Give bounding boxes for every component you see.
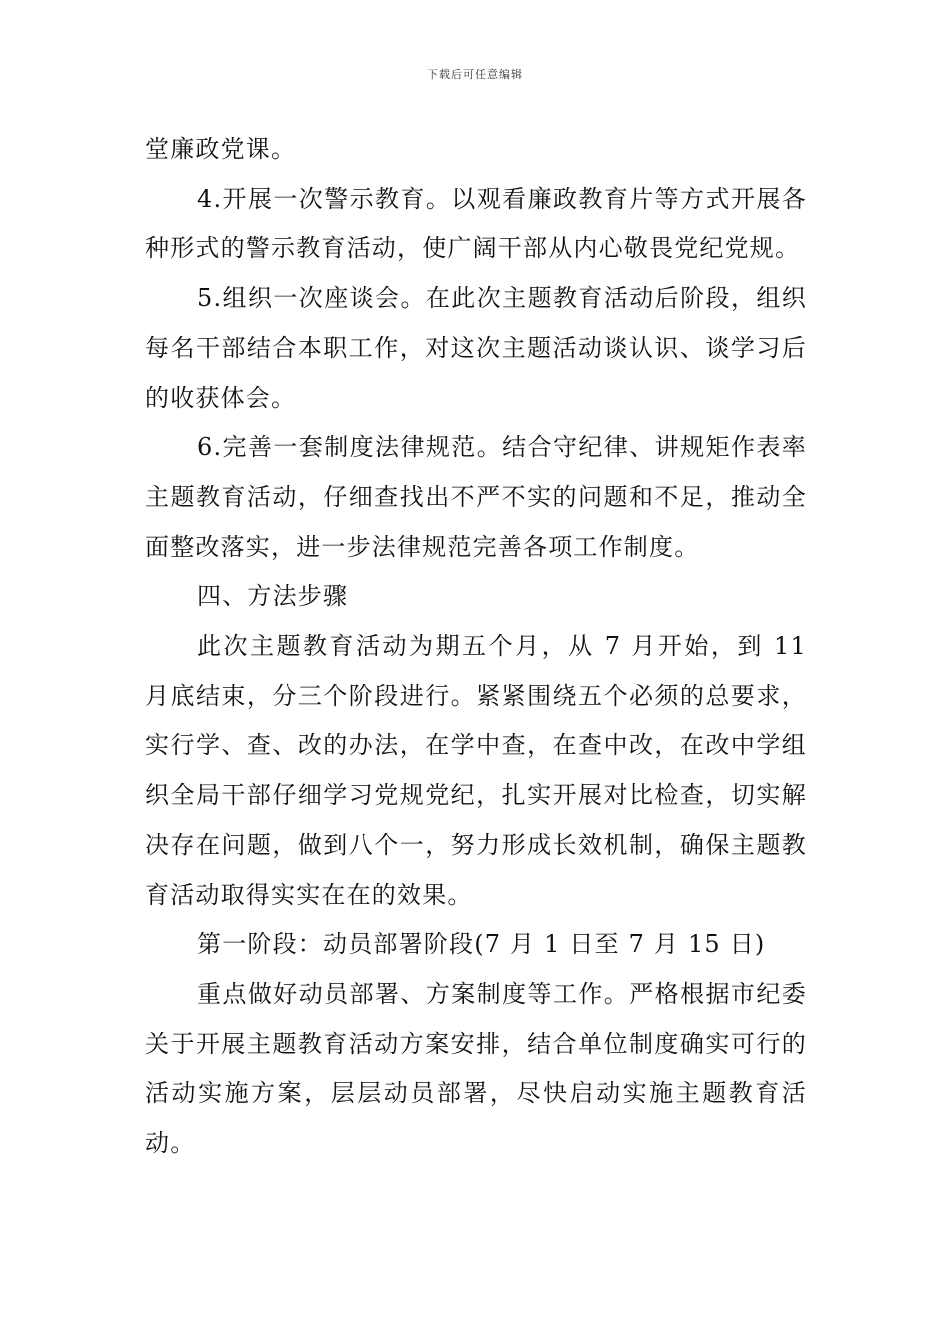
paragraph-stage-detail: 重点做好动员部署、方案制度等工作。严格根据市纪委关于开展主题教育活动方案安排，结合单位制度确实可行的活动实施方案，层层动员部署，尽快启动实施主题教育活动。 (145, 979, 807, 1158)
page-header: 下载后可任意编辑 (427, 68, 523, 81)
paragraph-item-4: 4.开展一次警示教育。以观看廉政教育片等方式开展各种形式的警示教育活动，使广阔干部从内心敬畏党纪党规。 (145, 184, 807, 263)
paragraph-continuation: 堂廉政党课。 (145, 135, 297, 163)
paragraph-item-5: 5.组织一次座谈会。在此次主题教育活动后阶段，组织每名干部结合本职工作，对这次主题活动谈认识、谈学习后的收获体会。 (145, 284, 807, 412)
stage-heading: 第一阶段：动员部署阶段(7 月 1 日至 7 月 15 日) (197, 930, 766, 959)
document-body (145, 125, 807, 1169)
paragraph-overview: 此次主题教育活动为期五个月，从 7 月开始，到 11 月底结束，分三个阶段进行。紧紧围绕五个必须的总要求，实行学、查、改的办法，在学中查，在查中改，在改中学组织全局干部仔细学习党规党纪，扎实开展对比检查，切实解决存在问题，做到八个一，努力形成长效机制，确保主题教育活动取得实实在在的效果。 (145, 632, 807, 909)
paragraph-item-6: 6.完善一套制度法律规范。结合守纪律、讲规矩作表率主题教育活动，仔细查找出不严不实的问题和不足，推动全面整改落实，进一步法律规范完善各项工作制度。 (145, 433, 807, 561)
section-heading: 四、方法步骤 (197, 582, 349, 611)
